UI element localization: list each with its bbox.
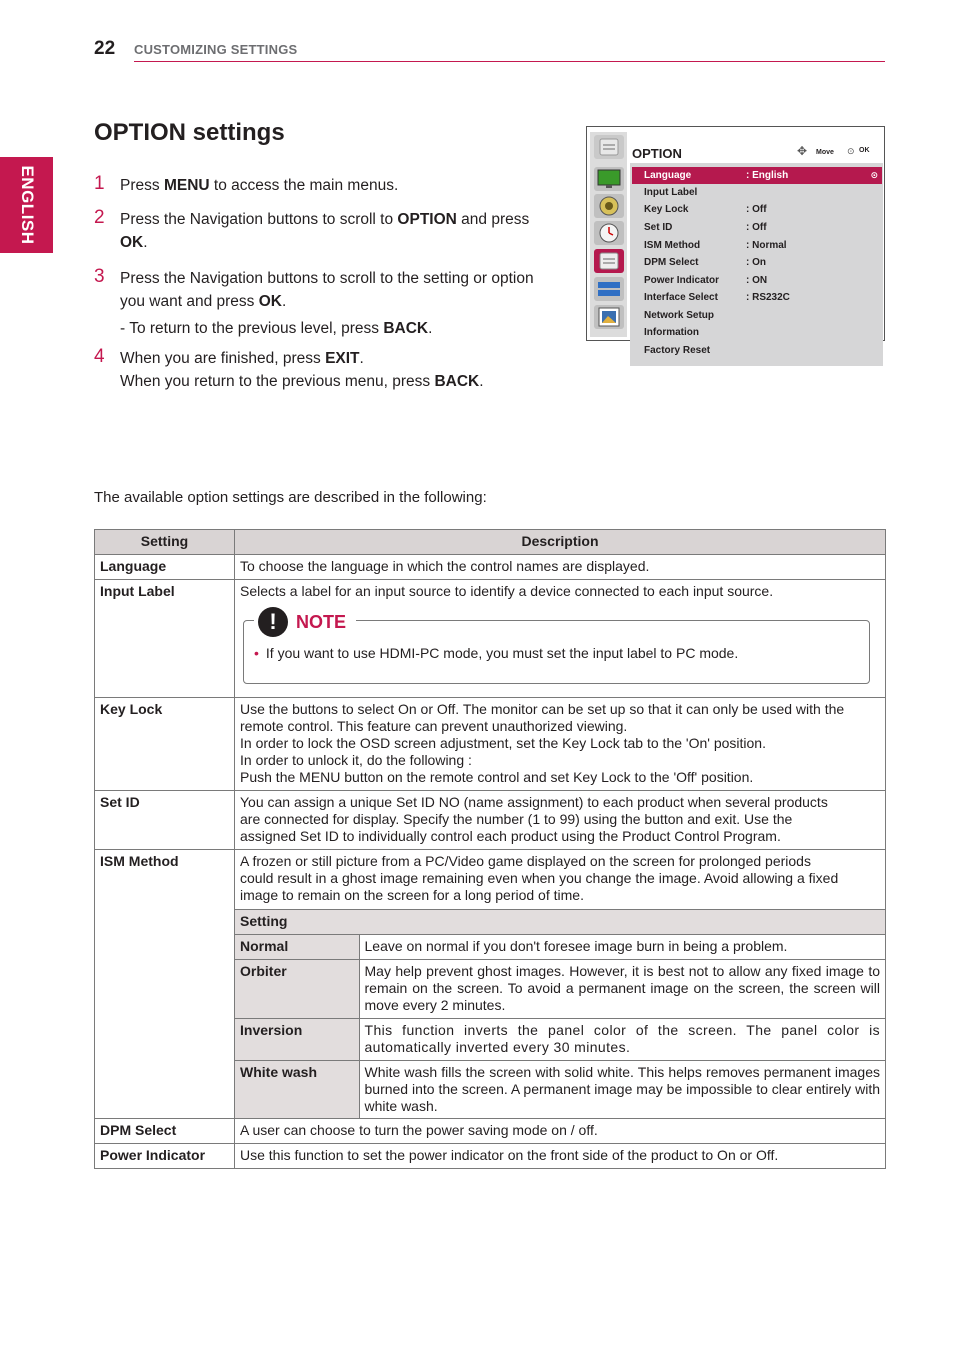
osd-move-label: Move <box>816 149 834 156</box>
option-header-icon <box>594 135 624 159</box>
step-number: 2 <box>94 207 105 228</box>
network-icon <box>594 277 624 301</box>
section-title: CUSTOMIZING SETTINGS <box>134 42 298 57</box>
step-line: Press MENU to access the main menus. <box>120 177 399 194</box>
setting-name: Set ID <box>95 791 235 850</box>
osd-item-value: : English <box>746 170 789 181</box>
table-row-key-lock <box>95 698 886 791</box>
osd-menu-item <box>632 289 882 306</box>
setting-description: A user can choose to turn the power saving mode on / off. <box>235 1119 886 1144</box>
exclamation-icon: ! <box>258 607 288 637</box>
osd-menu-item <box>632 219 882 236</box>
osd-item-value: : On <box>746 257 766 268</box>
setting-name: ISM Method <box>95 850 235 1119</box>
osd-item-value: : Off <box>746 204 767 215</box>
osd-menu-item <box>632 167 882 184</box>
osd-item-label: Information <box>644 327 699 338</box>
osd-item-label: Factory Reset <box>644 345 711 356</box>
ism-sub-header: Setting <box>235 910 885 935</box>
osd-item-value: : Normal <box>746 240 787 251</box>
ism-row-normal: Normal Leave on normal if you don't foresee image burn in being a problem. <box>235 935 885 960</box>
osd-menu-panel <box>630 163 883 366</box>
osd-ok-label: OK <box>859 147 870 154</box>
step-line: When you are finished, press EXIT. <box>120 350 364 367</box>
osd-item-label: Input Label <box>644 187 698 198</box>
header-rule <box>134 61 885 62</box>
setting-name: Key Lock <box>95 698 235 791</box>
step-line: Press the Navigation buttons to scroll to the setting or option <box>120 270 534 287</box>
step-number: 4 <box>94 346 105 367</box>
setting-description: Use the buttons to select On or Off. The monitor can be set up so that it can only be used with the remote control. This feature can prevent unauthorized viewing. In order to lock the OSD screen adjustment, set the Key Lock tab to the 'On' position. In order to unlock it, do the following : Push the MENU button on the remote control and set Key Lock to the 'Off' position. <box>235 698 886 791</box>
osd-item-label: Network Setup <box>644 310 715 321</box>
setting-description: You can assign a unique Set ID NO (name assignment) to each product when several products are connected for display. Specify the number (1 to 99) using the button and exit. Use the assigned Set ID to individually control each product using the Product Control Program. <box>235 791 886 850</box>
setting-name: Language <box>95 555 235 580</box>
osd-menu-item <box>632 307 882 324</box>
table-row-input-label <box>95 580 886 698</box>
ism-row-white-wash: White wash White wash fills the screen with solid white. This helps removes permanent images burned into the screen. A permanent image may be impossible to clear entirely with white wash. <box>235 1061 885 1120</box>
step-number: 3 <box>94 266 105 287</box>
note-label: NOTE <box>296 611 347 632</box>
step-line: Press the Navigation buttons to scroll to OPTION and press <box>120 211 530 228</box>
option-icon <box>594 249 624 273</box>
osd-menu-item <box>632 201 882 218</box>
setting-name: Power Indicator <box>95 1144 235 1169</box>
option-settings-table <box>94 529 886 1169</box>
table-row-language <box>95 555 886 580</box>
table-row-power-indicator <box>95 1144 886 1169</box>
setting-description: Selects a label for an input source to identify a device connected to each input source. <box>240 583 774 599</box>
osd-item-label: Key Lock <box>644 204 689 215</box>
step-line: When you return to the previous menu, press BACK. <box>120 373 484 390</box>
osd-item-label: DPM Select <box>644 257 699 268</box>
osd-menu-item <box>632 272 882 289</box>
step-line: you want and press OK. <box>120 293 287 310</box>
osd-menu-item <box>632 184 882 201</box>
step-line: - To return to the previous level, press BACK. <box>120 320 433 337</box>
setting-name: DPM Select <box>95 1119 235 1144</box>
osd-item-value: : RS232C <box>746 292 790 303</box>
note-heading <box>254 607 356 637</box>
move-icon: ✥ <box>797 144 808 158</box>
ism-row-orbiter: Orbiter May help prevent ghost images. However, it is best not to allow any fixed image to remain on the screen. To avoid a permanent image on the screen, the screen will move every 2 minutes. <box>235 960 885 1019</box>
table-row-ism-method <box>95 850 886 1119</box>
step-number: 1 <box>94 173 105 194</box>
osd-menu-item <box>632 254 882 271</box>
picture-icon <box>594 167 624 191</box>
table-row-dpm-select <box>95 1119 886 1144</box>
ism-row-inversion: Inversion This function inverts the panel color of the screen. The panel color is automatically inverted every 30 minutes. <box>235 1019 885 1061</box>
osd-item-label: Interface Select <box>644 292 718 303</box>
osd-icon-column <box>590 132 627 337</box>
osd-menu-item <box>632 342 882 359</box>
bullet-icon: • <box>254 645 259 661</box>
setting-description: To choose the language in which the control names are displayed. <box>235 555 886 580</box>
side-tab-label: ENGLISH <box>17 165 37 245</box>
header-description: Description <box>235 530 886 555</box>
setting-name: Input Label <box>95 580 235 698</box>
language-side-tab <box>0 157 53 253</box>
note-box <box>243 609 870 684</box>
intro-text: The available option settings are described in the following: <box>94 489 487 506</box>
setting-description: Use this function to set the power indicator on the front side of the product to On or Off. <box>235 1144 886 1169</box>
osd-item-label: Power Indicator <box>644 275 720 286</box>
header-setting: Setting <box>95 530 235 555</box>
osd-menu-item <box>632 324 882 341</box>
step-line: OK. <box>120 234 148 251</box>
osd-title: OPTION <box>632 146 682 161</box>
page-number: 22 <box>94 38 116 59</box>
osd-item-value: : ON <box>746 275 768 286</box>
osd-header <box>629 140 881 164</box>
page-title: OPTION settings <box>94 119 285 146</box>
osd-item-label: Language <box>644 170 692 181</box>
table-row-set-id <box>95 791 886 850</box>
ism-options-table <box>235 909 885 1119</box>
osd-item-label: ISM Method <box>644 240 701 251</box>
ok-icon: ⊙ <box>847 146 855 156</box>
osd-item-label: Set ID <box>644 222 673 233</box>
setting-description: A frozen or still picture from a PC/Video game displayed on the screen for prolonged periods could result in a ghost image remaining even when you change the image. Avoid allowing a fixed image to remain on the screen for a long period of time. <box>240 853 839 903</box>
ok-icon: ⊙ <box>870 170 878 180</box>
photo-icon <box>594 305 624 329</box>
audio-icon <box>594 194 624 218</box>
time-icon <box>594 221 624 245</box>
osd-item-value: : Off <box>746 222 767 233</box>
note-text: • If you want to use HDMI-PC mode, you must set the input label to PC mode. <box>254 645 739 661</box>
osd-menu-item <box>632 237 882 254</box>
table-header-row <box>95 530 886 555</box>
